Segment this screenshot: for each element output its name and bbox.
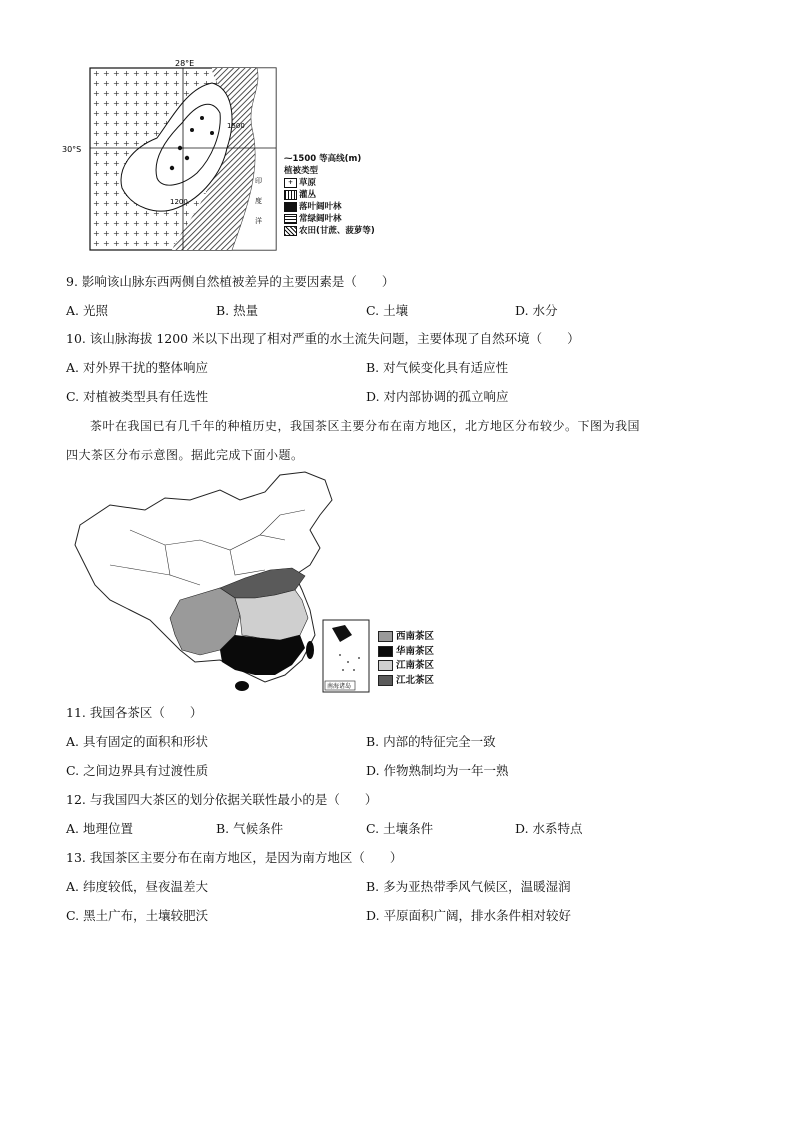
map1-legend: [284, 153, 375, 237]
mountain-vegetation-map: [62, 58, 402, 258]
question-12-stem: 12. 与我国四大茶区的划分依据关联性最小的是（ ）: [66, 792, 378, 807]
q11-option-b[interactable]: B. 内部的特征完全一致: [366, 734, 496, 749]
legend-item-shrub: 灌丛: [284, 189, 375, 201]
q11-option-a[interactable]: A. 具有固定的面积和形状: [66, 734, 208, 749]
q13-option-c[interactable]: C. 黑土广布，土壤较肥沃: [66, 908, 209, 923]
legend-item-deciduous: 落叶阔叶林: [284, 201, 375, 213]
inset-label: 南海诸岛: [327, 683, 352, 690]
q9-option-a[interactable]: A. 光照: [66, 303, 108, 318]
passage-line-1: 茶叶在我国已有几千年的种植历史，我国茶区主要分布在南方地区，北方地区分布较少。下图为我国: [90, 419, 641, 433]
legend-jiangnan: 江南茶区: [378, 659, 434, 674]
island-hainan: [235, 681, 249, 691]
lon-label: 28°E: [175, 59, 195, 68]
question-11-stem: 11. 我国各茶区（ ）: [66, 705, 203, 720]
legend-jiangbei: 江北茶区: [378, 674, 434, 689]
question-9-stem: 9. 影响该山脉东西两侧自然植被差异的主要因素是（ ）: [66, 274, 395, 289]
legend-title: 植被类型: [284, 166, 319, 176]
q10-option-b[interactable]: B. 对气候变化具有适应性: [366, 360, 509, 375]
contour-label-1500: 1500: [227, 122, 245, 130]
legend-item-evergreen: 常绿阔叶林: [284, 213, 375, 225]
legend-xinan: 西南茶区: [378, 630, 434, 645]
q12-option-c[interactable]: C. 土壤条件: [366, 821, 434, 836]
q13-option-a[interactable]: A. 纬度较低，昼夜温差大: [66, 879, 208, 894]
q9-option-c[interactable]: C. 土壤: [366, 303, 409, 318]
contour-label-1200: 1200: [170, 198, 188, 206]
island-taiwan: [306, 641, 314, 659]
q11-option-d[interactable]: D. 作物熟制均为一年一熟: [366, 763, 509, 778]
legend-swatch-jiangnan: [378, 660, 393, 671]
legend-item-farmland: 农田(甘蔗、菠萝等): [284, 225, 375, 237]
legend-contour: ⁓1500 等高线(m): [284, 154, 362, 164]
ocean-char-3: 洋: [255, 217, 262, 225]
q12-option-b[interactable]: B. 气候条件: [216, 821, 284, 836]
q10-option-d[interactable]: D. 对内部协调的孤立响应: [366, 389, 509, 404]
q10-option-c[interactable]: C. 对植被类型具有任选性: [66, 389, 209, 404]
ocean-char-2: 度: [255, 197, 262, 205]
q10-option-a[interactable]: A. 对外界干扰的整体响应: [66, 360, 208, 375]
ocean-char-1: 印: [255, 177, 262, 185]
legend-swatch-huanan: [378, 646, 393, 657]
question-10-stem: 10. 该山脉海拔 1200 米以下出现了相对严重的水土流失问题，主要体现了自然环境（ ）: [66, 331, 580, 346]
legend-item-grassland: + 草原: [284, 177, 375, 189]
china-tea-regions-map: [70, 470, 450, 700]
q13-option-d[interactable]: D. 平原面积广阔，排水条件相对较好: [366, 908, 572, 923]
question-13-stem: 13. 我国茶区主要分布在南方地区，是因为南方地区（ ）: [66, 850, 403, 865]
legend-huanan: 华南茶区: [378, 645, 434, 660]
q12-option-d[interactable]: D. 水系特点: [515, 821, 583, 836]
q13-option-b[interactable]: B. 多为亚热带季风气候区，温暖湿润: [366, 879, 571, 894]
legend-swatch-xinan: [378, 631, 393, 642]
tea-regions-legend: [378, 630, 434, 688]
q9-option-b[interactable]: B. 热量: [216, 303, 259, 318]
legend-swatch-jiangbei: [378, 675, 393, 686]
passage-line-2: 四大茶区分布示意图。据此完成下面小题。: [66, 448, 304, 462]
q12-option-a[interactable]: A. 地理位置: [66, 821, 133, 836]
q9-option-d[interactable]: D. 水分: [515, 303, 558, 318]
q11-option-c[interactable]: C. 之间边界具有过渡性质: [66, 763, 209, 778]
lat-label: 30°S: [62, 145, 82, 154]
